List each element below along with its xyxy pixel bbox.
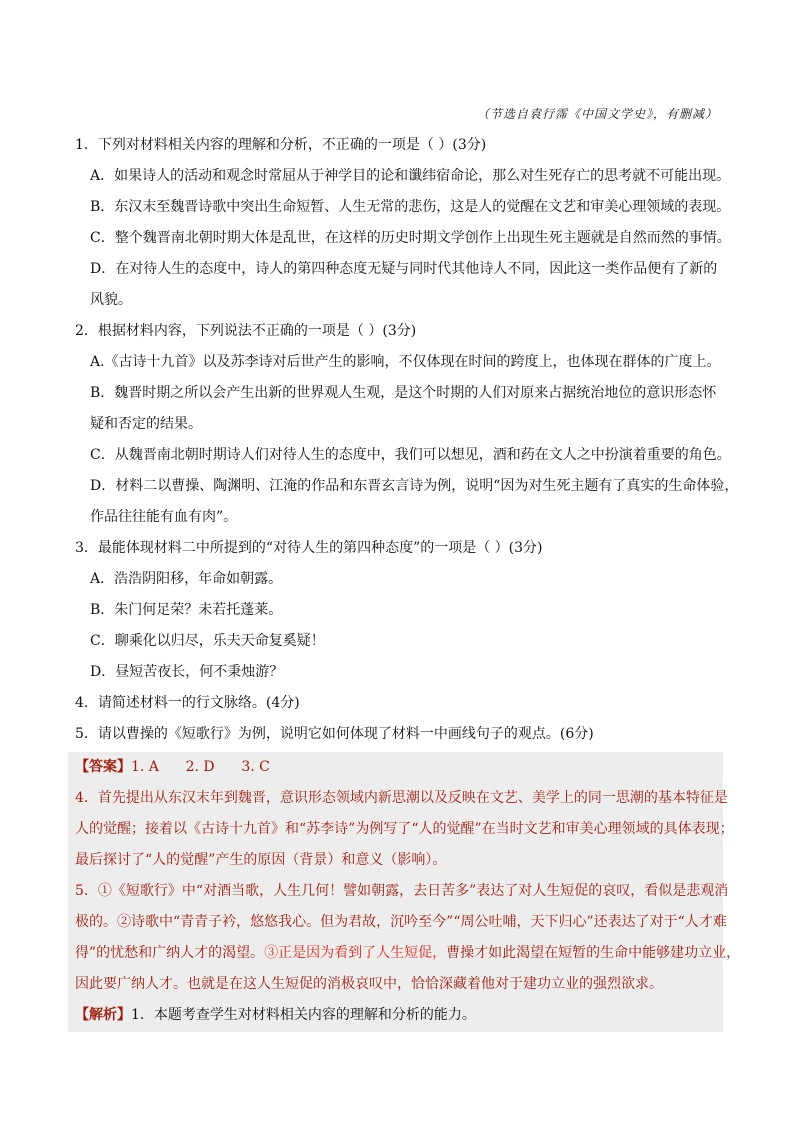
question-2-option-d: D．材料二以曹操、陶渊明、江淹的作品和东晋玄言诗为例，说明“因为对生死主题有了真实的生命体验， xyxy=(90,478,739,494)
answer-section xyxy=(75,752,741,1031)
question-3-option-d: D．昼短苦夜长，何不秉烛游？ xyxy=(90,664,284,680)
question-1-option-b: B．东汉末至魏晋诗歌中突出生命短暂、人生无常的悲伤，这是人的觉醒在文艺和审美心理领域的表现。 xyxy=(90,199,731,215)
answer-5-line-3-highlight: ③正是因为看到了人生短促， xyxy=(264,945,447,961)
answer-4-line-2: 人的觉醒；接着以《古诗十九首》和“苏李诗”为例写了“人的觉醒”在当时文艺和审美心理领域的具体表现； xyxy=(75,821,734,837)
answer-multiple-choice xyxy=(75,752,725,783)
question-3-stem: 3．最能体现材料二中所提到的“对待人生的第四种态度”的一项是（ ）(3分) xyxy=(75,540,543,556)
answer-5-line-3-pre: 得”的忧愁和广纳人才的渴望。 xyxy=(75,945,265,961)
answer-tag: 【答案】 xyxy=(75,759,131,775)
answer-5-line-3 xyxy=(75,938,741,969)
question-1-option-d-continued: 风貌。 xyxy=(90,292,132,308)
source-note: （节选自袁行霈《中国文学史》，有删减） xyxy=(476,107,718,121)
answer-5-line-4: 因此要广纳人才。也就是在这人生短促的消极哀叹中，恰恰深藏着他对于建功立业的强烈欲求。 xyxy=(75,976,663,992)
answer-5-line-1: 5．①《短歌行》中“对酒当歌，人生几何！譬如朝露，去日苦多”表达了对人生短促的哀叹，看似是悲观消 xyxy=(75,883,729,899)
question-3-option-c: C．聊乘化以归尽，乐夫天命复奚疑！ xyxy=(90,633,325,649)
question-2-option-a: A.《古诗十九首》以及苏李诗对后世产生的影响，不仅体现在时间的跨度上，也体现在群体的广度上。 xyxy=(90,354,721,370)
answer-4-line-3: 最后探讨了“人的觉醒”产生的原因（背景）和意义（影响）。 xyxy=(75,852,447,868)
question-2-stem: 2．根据材料内容，下列说法不正确的一项是（ ）(3分) xyxy=(75,323,417,339)
questions-section xyxy=(75,130,739,750)
answer-5-line-3-post: 曹操才如此渴望在短暂的生命中能够建功立业， xyxy=(446,945,741,961)
answer-5-line-2: 极的。②诗歌中“青青子衿，悠悠我心。但为君故，沉吟至今”“周公吐哺，天下归心”还表达了对于“人才难 xyxy=(75,914,727,930)
question-1-stem: 1．下列对材料相关内容的理解和分析，不正确的一项是（ ）(3分) xyxy=(75,137,487,153)
analysis-tag: 【解析】 xyxy=(75,1007,131,1023)
answer-4-line-1: 4．首先提出从东汉末年到魏晋，意识形态领域内新思潮以及反映在文艺、美学上的同一思潮的基本特征是 xyxy=(75,790,728,806)
question-3-option-a: A．浩浩阴阳移，年命如朝露。 xyxy=(90,571,283,587)
analysis-line xyxy=(75,1000,725,1031)
question-2-option-d-continued: 作品往往能有血有肉”。 xyxy=(90,509,238,525)
question-1-option-a: A．如果诗人的活动和观念时常屈从于神学目的论和谶纬宿命论，那么对生死存亡的思考就不可能出现。 xyxy=(90,168,731,184)
question-5-stem: 5．请以曹操的《短歌行》为例，说明它如何体现了材料一中画线句子的观点。(6分) xyxy=(75,726,594,742)
question-4-stem: 4．请简述材料一的行文脉络。(4分) xyxy=(75,695,300,711)
question-3-option-b: B．朱门何足荣？未若托蓬莱。 xyxy=(90,602,283,618)
question-1-option-d: D．在对待人生的态度中，诗人的第四种态度无疑与同时代其他诗人不同，因此这一类作品便有了新的 xyxy=(90,261,718,277)
analysis-text: 1．本题考查学生对材料相关内容的理解和分析的能力。 xyxy=(131,1007,476,1023)
question-1-option-c: C．整个魏晋南北朝时期大体是乱世，在这样的历史时期文学创作上出现生死主题就是自然而然的事情。 xyxy=(90,230,731,246)
question-2-option-b: B．魏晋时期之所以会产生出新的世界观人生观，是这个时期的人们对原来占据统治地位的意识形态怀 xyxy=(90,385,717,401)
question-2-option-c: C．从魏晋南北朝时期诗人们对待人生的态度中，我们可以想见，酒和药在文人之中扮演着重要的角色。 xyxy=(90,447,731,463)
question-2-option-b-continued: 疑和否定的结果。 xyxy=(90,416,202,432)
answer-mc-values: 1. A 2. D 3. C xyxy=(131,759,270,775)
